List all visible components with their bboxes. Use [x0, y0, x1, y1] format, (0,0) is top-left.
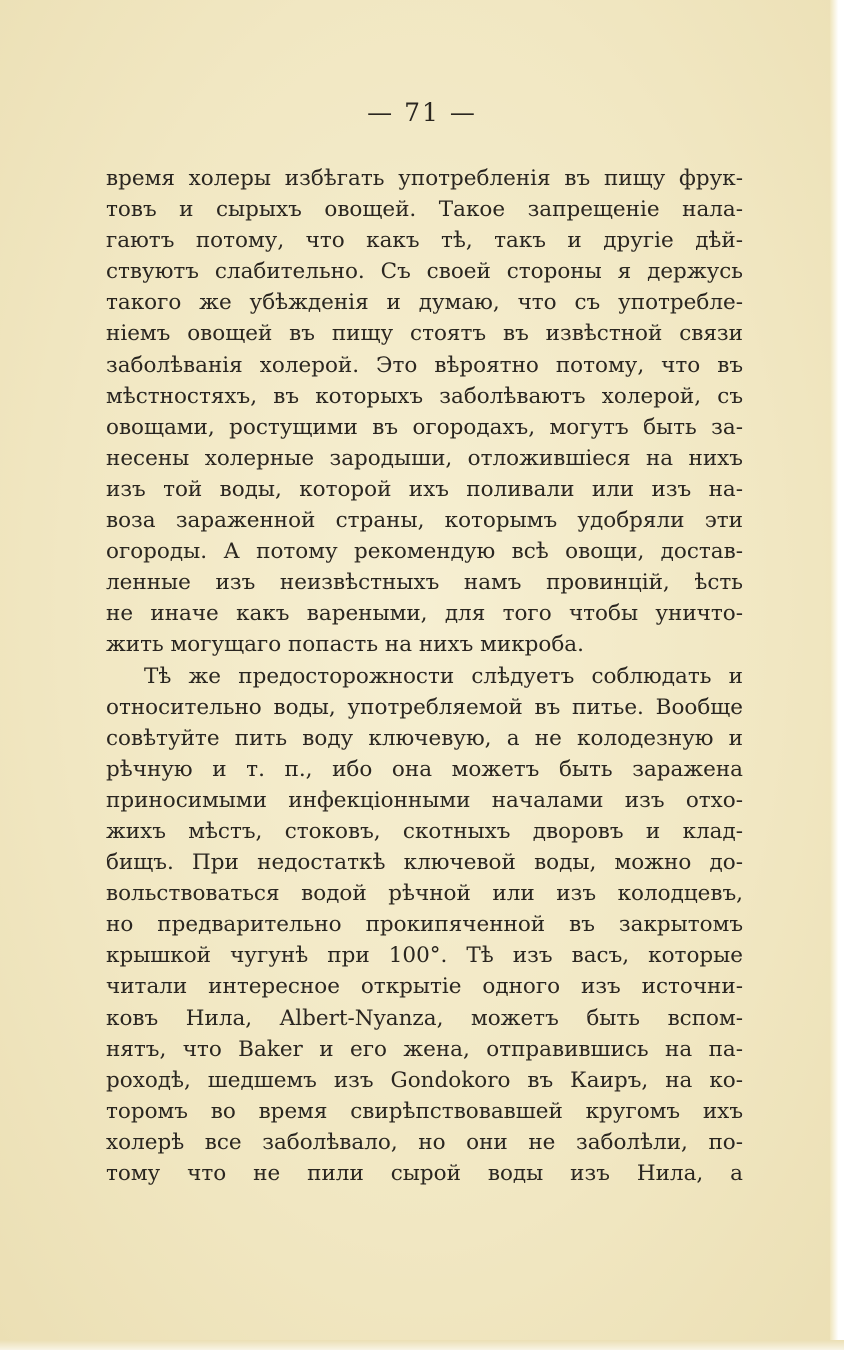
text-line: относительно воды, употребляемой въ питье. Вообще [106, 694, 743, 720]
text-line: овощами, ростущими въ огородахъ, могутъ быть за- [106, 414, 743, 440]
text-line: совѣтуйте пить воду ключевую, а не колодезную и [106, 725, 743, 751]
text-line: жихъ мѣстъ, стоковъ, скотныхъ дворовъ и клад- [106, 818, 743, 844]
text-line: не иначе какъ вареными, для того чтобы уничто- [106, 601, 743, 627]
text-line: роходѣ, шедшемъ изъ Gondokoro въ Каиръ, на ко- [106, 1067, 743, 1093]
text-line: жить могущаго попасть на нихъ микроба. [106, 632, 584, 658]
text-line: Тѣ же предосторожности слѣдуетъ соблюдать и [144, 663, 743, 689]
text-line: но предварительно прокипяченной въ закрытомъ [106, 912, 743, 938]
text-line: заболѣванія холерой. Это вѣроятно потому, что въ [106, 352, 743, 378]
text-line: бищъ. При недостаткѣ ключевой воды, можно до- [106, 850, 743, 876]
text-line: время холеры избѣгать употребленія въ пищу фрук- [106, 166, 743, 191]
page-edge-bottom [0, 1340, 844, 1350]
text-line: вольствоваться водой рѣчной или изъ колодцевъ, [106, 881, 743, 907]
page-edge-right [830, 0, 844, 1350]
text-line: воза зараженной страны, которымъ удобряли эти [106, 508, 743, 534]
text-line: нятъ, что Baker и его жена, отправившись на па- [106, 1036, 743, 1062]
text-line: ствуютъ слабительно. Съ своей стороны я держусь [106, 259, 743, 285]
text-line: крышкой чугунѣ при 100°. Тѣ изъ васъ, которые [106, 943, 743, 969]
text-line: ковъ Нила, Albert-Nyanza, можетъ быть вспом- [106, 1005, 743, 1031]
text-line: холерѣ все заболѣвало, но они не заболѣли, по- [106, 1129, 743, 1155]
text-line: читали интересное открытіе одного изъ источни- [106, 974, 743, 1000]
page-number: — 71 — [367, 98, 477, 127]
text-line: приносимыми инфекціонными началами изъ отхо- [106, 787, 743, 813]
text-line: торомъ во время свирѣпствовавшей кругомъ ихъ [106, 1098, 743, 1124]
body-text [106, 163, 743, 1189]
text-line: изъ той воды, которой ихъ поливали или изъ на- [106, 476, 743, 502]
text-line: товъ и сырыхъ овощей. Такое запрещеніе нала- [106, 197, 743, 223]
text-line: ніемъ овощей въ пищу стоятъ въ извѣстной связи [106, 321, 743, 347]
text-line: несены холерные зародыши, отложившіеся на нихъ [106, 445, 743, 471]
text-line: тому что не пили сырой воды изъ Нила, а [106, 1161, 743, 1186]
text-line: гаютъ потому, что какъ тѣ, такъ и другіе дѣй- [106, 228, 743, 254]
text-line: рѣчную и т. п., ибо она можетъ быть заражена [106, 756, 743, 782]
text-line: мѣстностяхъ, въ которыхъ заболѣваютъ холерой, съ [106, 383, 743, 409]
text-line: такого же убѣжденія и думаю, что съ употребле- [106, 290, 743, 316]
text-line: огороды. А потому рекомендую всѣ овощи, достав- [106, 539, 743, 565]
text-line: ленные изъ неизвѣстныхъ намъ провинцій, ѣсть [106, 570, 743, 596]
